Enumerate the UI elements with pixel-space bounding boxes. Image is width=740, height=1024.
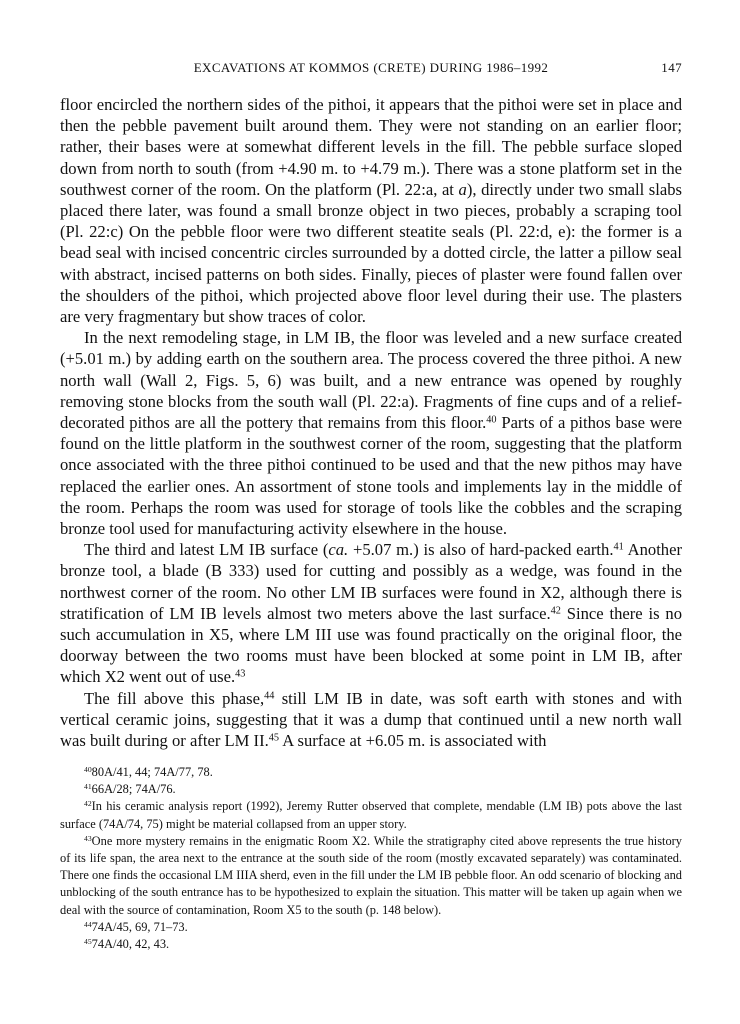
footnote-43	[60, 833, 682, 919]
footnote-number: 44	[84, 919, 92, 929]
body-text	[60, 94, 682, 751]
paragraph-4-text-cont: still LM IB in date, was soft earth with stones and with vertical ceramic joins, suggesting that it was a dump that continued until a new north wall was built during or after LM II.	[60, 688, 682, 751]
paragraph-2-text-cont: Parts of a pithos base were found on the little platform in the southwest corner of the room, suggesting that the platform once associated with the three pithoi continued to be used and that the new pithos may have replaced the earlier ones. An assortment of stone tools and implements lay in the middle of the room. Perhaps the room was used for storage of tools like the cobbles and the scraping bronze tool used for manufacturing activity elsewhere in the house.	[60, 413, 682, 539]
footnote-text: In his ceramic analysis report (1992), Jeremy Rutter observed that complete, mendable (LM IB) pots above the last surface (74A/74, 75) might be material collapsed from an upper story.	[60, 799, 682, 831]
footnote-text: 80A/41, 44; 74A/77, 78.	[91, 765, 213, 779]
footnote-ref-41[interactable]: 41	[613, 541, 624, 553]
running-head	[60, 60, 682, 82]
footnote-number: 40	[84, 764, 92, 774]
paragraph-1	[60, 94, 682, 327]
footnotes	[60, 764, 682, 953]
footnote-text: 74A/40, 42, 43.	[91, 937, 170, 952]
footnote-text: 74A/45, 69, 71–73.	[91, 919, 188, 934]
paragraph-3-text-cont-3: Since there is no such accumulation in X5, where LM III use was found practically on the original floor, the doorway between the two rooms must have been blocked at some point in LM IB, after which X2 went out of use.	[60, 603, 682, 687]
paragraph-2-text: In the next remodeling stage, in LM IB, the floor was leveled and a new surface created (+5.01 m.) by adding earth on the southern area. The process covered the three pithoi. A new north wall (Wall 2, Figs. 5, 6) was built, and a new entrance was opened by roughly removing stone blocks from the south wall (Pl. 22:a). Fragments of fine cups and of a relief-decorated pithos are all the pottery that remains from this floor.	[60, 328, 682, 433]
paragraph-3-text-cont: +5.07 m.) is also of hard-packed earth.	[348, 540, 614, 560]
footnote-number: 41	[84, 781, 92, 791]
paragraph-4-text: The fill above this phase,	[84, 688, 265, 708]
paragraph-1-text-cont: ), directly under two small slabs placed there later, was found a small bronze object in two pieces, probably a scraping tool (Pl. 22:c) On the pebble floor were two different steatite seals (Pl. 22:d, e): the former is a bead seal with incised concentric circles surrounded by a dotted circle, the latter a pillow seal with abstract, incised patterns on both sides. Finally, pieces of plaster were found fallen over the shoulders of the pithoi, which projected above floor level during their use. The plasters are very fragmentary but show traces of color.	[60, 179, 682, 327]
footnote-number: 43	[84, 833, 92, 843]
footnote-text: One more mystery remains in the enigmatic Room X2. While the stratigraphy cited above represents the true history of its life span, the area next to the entrance at the south side of the room (mostly excavated separately) was contaminated. There one finds the occasional LM IIIA sherd, even in the fill under the LM IB pebble floor. An odd scenario of blocking and unblocking of the south entrance has to be hypothesized to explain the situation. This matter will be taken up again when we deal with the source of contamination, Room X5 to the south (p. 148 below).	[60, 833, 682, 917]
footnote-44	[60, 919, 682, 936]
footnote-ref-40[interactable]: 40	[486, 414, 497, 426]
footnote-ref-44[interactable]: 44	[264, 690, 275, 702]
paragraph-1-text: floor encircled the northern sides of the pithoi, it appears that the pithoi were set in place and then the pebble pavement built around them. They were not standing on an earlier floor; rather, their bases were at somewhat different levels in the fill. The pebble surface sloped down from north to south (from +4.90 m. to +4.79 m.). There was a stone platform set in the southwest corner of the room. On the platform (Pl. 22:a, at	[60, 95, 682, 199]
footnote-number: 45	[84, 936, 92, 946]
footnote-ref-42[interactable]: 42	[550, 605, 561, 617]
paragraph-3-italic: ca.	[328, 540, 349, 560]
footnote-ref-43[interactable]: 43	[235, 668, 246, 680]
paragraph-4-text-cont-2: A surface at +6.05 m. is associated with	[279, 731, 547, 751]
footnote-number: 42	[84, 799, 92, 809]
paragraph-4	[60, 688, 682, 752]
paragraph-3	[60, 539, 682, 687]
running-title: EXCAVATIONS AT KOMMOS (CRETE) DURING 1986–1992	[193, 60, 549, 75]
paragraph-3-text-cont-2: Another bronze tool, a blade (B 333) used for cutting and possibly as a wedge, was found in the northwest corner of the room. No other LM IB surfaces were found in X2, although there is stratification of LM IB levels almost two meters above the last surface.	[60, 540, 682, 623]
footnote-ref-45[interactable]: 45	[268, 732, 280, 744]
page-number: 147	[661, 60, 682, 75]
footnote-42	[60, 798, 682, 832]
footnote-40	[60, 764, 682, 781]
paragraph-2	[60, 327, 682, 539]
footnote-text: 66A/28; 74A/76.	[91, 782, 176, 797]
paragraph-1-italic: a	[458, 179, 467, 199]
paragraph-3-text: The third and latest LM IB surface (	[84, 540, 329, 560]
footnote-41	[60, 781, 682, 798]
footnote-45	[60, 936, 682, 953]
